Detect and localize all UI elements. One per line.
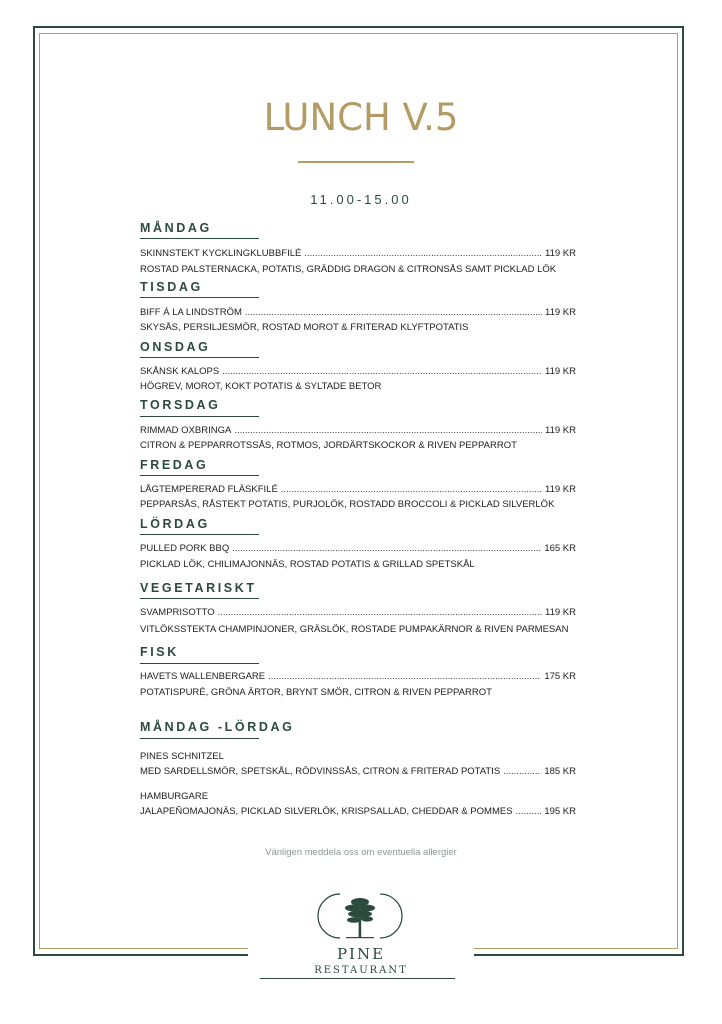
dish-description: POTATISPURÉ, GRÖNA ÄRTOR, BRYNT SMÖR, CITRON & RIVEN PEPPARROT <box>140 687 492 698</box>
day-heading-tisdag: TISDAG <box>140 280 203 294</box>
dish-description: VITLÖKSSTEKTA CHAMPINJONER, GRÄSLÖK, ROSTADE PUMPAKÄRNOR & RIVEN PARMESAN <box>140 624 569 635</box>
menu-item-vegetariskt <box>140 607 576 618</box>
dish-price: 119 KR <box>545 307 576 318</box>
menu-item-tisdag <box>140 307 576 318</box>
dish-price: 175 KR <box>544 671 576 682</box>
dish-name: PULLED PORK BBQ <box>140 543 230 554</box>
dish-price: 119 KR <box>545 366 576 377</box>
menu-item-fredag <box>140 484 576 495</box>
weekly-item-hamburgare <box>140 806 576 817</box>
allergy-note: Vänligen meddela oss om eventuella allergier <box>265 847 457 858</box>
dish-name: HAVETS WALLENBERGARE <box>140 671 266 682</box>
dish-description: HÖGREV, MOROT, KOKT POTATIS & SYLTADE BETOR <box>140 381 382 392</box>
weekly-dish-name: HAMBURGARE <box>140 791 209 802</box>
menu-item-fisk <box>140 671 576 682</box>
weekly-item-schnitzel <box>140 766 576 777</box>
day-divider <box>140 238 259 239</box>
dish-price: 165 KR <box>544 543 576 554</box>
day-heading-lordag: LÖRDAG <box>140 517 210 531</box>
day-heading-vegetariskt: VEGETARISKT <box>140 581 257 595</box>
day-divider <box>140 357 259 358</box>
day-divider <box>140 416 259 417</box>
dish-description: PICKLAD LÖK, CHILIMAJONNÄS, ROSTAD POTATIS & GRILLAD SPETSKÅL <box>140 559 475 570</box>
dish-description: SKYSÅS, PERSILJESMÖR, ROSTAD MOROT & FRITERAD KLYFTPOTATIS <box>140 322 469 333</box>
dish-name: LÅGTEMPERERAD FLÄSKFILÉ <box>140 484 278 495</box>
day-heading-fisk: FISK <box>140 645 179 659</box>
day-heading-fredag: FREDAG <box>140 458 209 472</box>
dish-price: 119 KR <box>545 607 576 618</box>
menu-item-lordag <box>140 543 576 554</box>
title-divider <box>298 161 414 163</box>
dish-price: 119 KR <box>545 425 576 436</box>
day-heading-torsdag: TORSDAG <box>140 398 221 412</box>
dish-name: RIMMAD OXBRINGA <box>140 425 232 436</box>
logo-divider <box>260 978 455 979</box>
dish-description: ROSTAD PALSTERNACKA, POTATIS, GRÄDDIG DRAGON & CITRONSÅS SAMT PICKLAD LÖK <box>140 264 557 275</box>
day-divider <box>140 297 259 298</box>
dish-name: BIFF Á LA LINDSTRÖM <box>140 307 242 318</box>
menu-item-mandag <box>140 248 576 259</box>
dish-description: JALAPEÑOMAJONÄS, PICKLAD SILVERLÖK, KRISPSALLAD, CHEDDAR & POMMES <box>140 806 513 817</box>
logo-name: PINE <box>336 945 386 963</box>
day-divider <box>140 598 259 599</box>
logo-subtitle: RESTAURANT <box>314 965 408 976</box>
dish-name: SVAMPRISOTTO <box>140 607 215 618</box>
pine-tree-icon <box>310 888 410 943</box>
day-heading-onsdag: ONSDAG <box>140 340 211 354</box>
day-divider <box>140 534 259 535</box>
day-divider <box>140 738 259 739</box>
weekly-dish-name: PINES SCHNITZEL <box>140 751 224 762</box>
menu-item-torsdag <box>140 425 576 436</box>
day-heading-mandag: MÅNDAG <box>140 221 212 235</box>
dish-price: 185 KR <box>544 766 576 777</box>
dish-price: 119 KR <box>545 484 576 495</box>
dish-description: CITRON & PEPPARROTSSÅS, ROTMOS, JORDÄRTSKOCKOR & RIVEN PEPPARROT <box>140 440 517 451</box>
day-divider <box>140 475 259 476</box>
dish-name: SKINNSTEKT KYCKLINGKLUBBFILÉ <box>140 248 302 259</box>
dish-price: 119 KR <box>545 248 576 259</box>
day-divider <box>140 663 259 664</box>
day-heading-weekly: MÅNDAG -LÖRDAG <box>140 720 295 734</box>
page-title: LUNCH V.5 <box>263 96 459 139</box>
menu-item-onsdag <box>140 366 576 377</box>
opening-hours: 11.00-15.00 <box>310 192 412 207</box>
dish-price: 195 KR <box>544 806 576 817</box>
dish-name: SKÅNSK KALOPS <box>140 366 220 377</box>
dish-description: MED SARDELLSMÖR, SPETSKÅL, RÖDVINSSÅS, CITRON & FRITERAD POTATIS <box>140 766 501 777</box>
dish-description: PEPPARSÅS, RÅSTEKT POTATIS, PURJOLÖK, ROSTADD BROCCOLI & PICKLAD SILVERLÖK <box>140 499 555 510</box>
